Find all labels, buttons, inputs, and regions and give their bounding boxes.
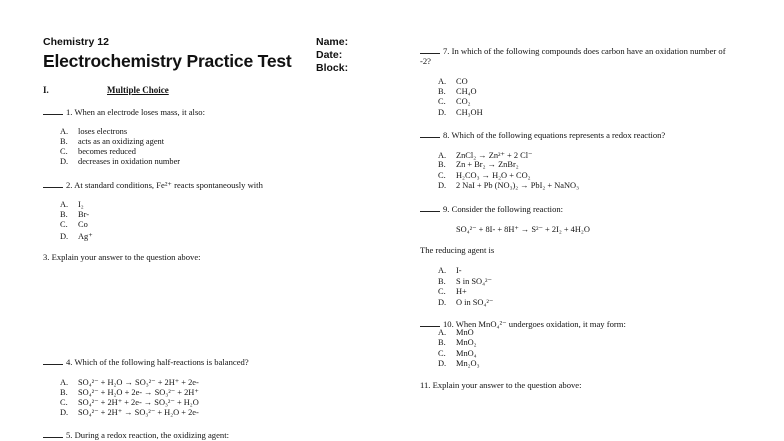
option-text: decreases in oxidation number [78, 157, 181, 166]
option-letter: C. [438, 97, 446, 106]
option [438, 359, 480, 368]
option [438, 181, 579, 190]
option-text: Zn + Br₂ → ZnBr₂ [456, 160, 519, 169]
option-text: H+ [456, 287, 467, 296]
question-text: 2. At standard conditions, Fe²⁺ reacts spontaneously with [66, 180, 263, 190]
answer-blank[interactable] [43, 356, 63, 365]
option-letter: B. [438, 160, 446, 169]
option [60, 387, 199, 397]
block-label: Block: [316, 62, 349, 74]
option-letter: A. [438, 328, 447, 337]
option-letter: A. [438, 77, 447, 86]
option-letter: B. [438, 87, 446, 96]
option-letter: D. [438, 108, 447, 117]
option-text: O in SO₄²⁻ [456, 298, 494, 307]
option-text: I- [456, 266, 462, 275]
question-text: 5. During a redox reaction, the oxidizing agent: [66, 430, 229, 440]
option-text: Co [78, 220, 88, 229]
course-name: Chemistry 12 [43, 36, 109, 48]
option-text: CO₂ [456, 97, 471, 106]
option-letter: A. [60, 200, 69, 209]
option-letter: C. [60, 147, 68, 156]
option-letter: B. [438, 277, 446, 286]
option-text: CH₃OH [456, 108, 483, 117]
option [438, 297, 493, 307]
question-11: 11. Explain your answer to the question above: [420, 380, 582, 390]
option-text: MnO₄ [456, 349, 477, 358]
option [438, 328, 474, 337]
option [60, 220, 88, 229]
option-letter: B. [60, 388, 68, 397]
option [438, 287, 467, 296]
option-letter: C. [60, 398, 68, 407]
option-text: acts as an oxidizing agent [78, 137, 165, 146]
option-text: Ag⁺ [78, 232, 93, 241]
option-letter: B. [438, 338, 446, 347]
option-text: MnO₂ [456, 338, 477, 347]
option [438, 77, 468, 86]
option [60, 200, 84, 209]
option [60, 210, 89, 219]
option-letter: C. [60, 220, 68, 229]
option-letter: D. [438, 181, 447, 190]
option-letter: D. [60, 157, 69, 166]
question-9-prompt: The reducing agent is [420, 245, 495, 255]
option [60, 377, 199, 387]
option [60, 397, 199, 407]
answer-blank[interactable] [420, 318, 440, 327]
option-text: Br- [78, 210, 89, 219]
date-label: Date: [316, 49, 343, 61]
question-1 [43, 106, 205, 117]
question-text: 9. Consider the following reaction: [443, 204, 564, 214]
option [438, 266, 462, 275]
option-letter: C. [438, 349, 446, 358]
option-text: SO₄²⁻ + H₂O + 2e- → SO₃²⁻ + 2H⁺ [78, 388, 199, 397]
option [438, 338, 477, 347]
option-letter: A. [438, 151, 447, 160]
answer-blank[interactable] [420, 203, 440, 212]
option [60, 127, 127, 136]
option-text: H₂CO₃ → H₂O + CO₂ [456, 171, 531, 180]
page-title: Electrochemistry Practice Test [43, 51, 292, 71]
option [438, 171, 531, 180]
answer-blank[interactable] [43, 106, 63, 115]
option-letter: B. [60, 137, 68, 146]
option [60, 231, 93, 241]
question-text: 4. Which of the following half-reactions is balanced? [66, 357, 249, 367]
option-letter: D. [60, 232, 69, 241]
option-text: CO [456, 77, 468, 86]
option-text: Mn₂O₃ [456, 359, 480, 368]
reaction-equation: SO₄²⁻ + 8I- + 8H⁺ → S²⁻ + 2I₂ + 4H₂O [456, 225, 590, 234]
option-letter: D. [438, 298, 447, 307]
question-text: 7. In which of the following compounds does carbon have an oxidation number of [443, 46, 726, 56]
answer-blank[interactable] [420, 45, 440, 54]
option-text: CH₄O [456, 87, 477, 96]
option-text: SO₄²⁻ + 2H⁺ + 2e- → SO₃²⁻ + H₂O [78, 398, 199, 407]
option-letter: B. [60, 210, 68, 219]
name-label: Name: [316, 36, 349, 48]
section-title: Multiple Choice [107, 85, 169, 95]
option-text: S in SO₄²⁻ [456, 277, 492, 286]
question-9 [420, 203, 563, 214]
option-letter: D. [438, 359, 447, 368]
option-text: becomes reduced [78, 147, 136, 156]
option-letter: D. [60, 408, 69, 417]
option [438, 349, 477, 358]
option-letter: A. [60, 378, 69, 387]
option-letter: C. [438, 171, 446, 180]
question-7 [420, 45, 726, 56]
option-text: 2 NaI + Pb (NO₃)₂ → PbI₂ + NaNO₃ [456, 181, 580, 190]
option-text: MnO [456, 328, 474, 337]
option-text: I₂ [78, 200, 84, 209]
option-text: loses electrons [78, 127, 128, 136]
question-7-continued: -2? [420, 56, 431, 66]
option [438, 87, 477, 96]
option [60, 157, 180, 166]
option-text: SO₄²⁻ + 2H⁺ → SO₃²⁻ + H₂O + 2e- [78, 408, 199, 417]
option-letter: A. [438, 266, 447, 275]
option-text: ZnCl₂ → Zn²⁺ + 2 Cl⁻ [456, 151, 533, 160]
option [438, 150, 532, 160]
option-letter: A. [60, 127, 69, 136]
option-letter: C. [438, 287, 446, 296]
question-2 [43, 179, 263, 191]
question-3: 3. Explain your answer to the question above: [43, 252, 201, 262]
question-5 [43, 429, 229, 440]
question-text: 8. Which of the following equations represents a redox reaction? [443, 130, 666, 140]
option [60, 407, 199, 417]
answer-blank[interactable] [43, 179, 63, 188]
option [438, 108, 483, 117]
option [438, 97, 471, 106]
option [60, 137, 164, 146]
question-8 [420, 129, 665, 140]
answer-blank[interactable] [420, 129, 440, 138]
option-text: SO₄²⁻ + H₂O → SO₃²⁻ + 2H⁺ + 2e- [78, 378, 199, 387]
question-text: 1. When an electrode loses mass, it also: [66, 107, 205, 117]
option [438, 276, 492, 286]
question-text: 10. When MnO₄²⁻ undergoes oxidation, it may form: [443, 319, 626, 329]
answer-blank[interactable] [43, 429, 63, 438]
option [60, 147, 136, 156]
section-number: I. [43, 85, 49, 95]
option [438, 160, 519, 169]
question-4 [43, 356, 249, 367]
